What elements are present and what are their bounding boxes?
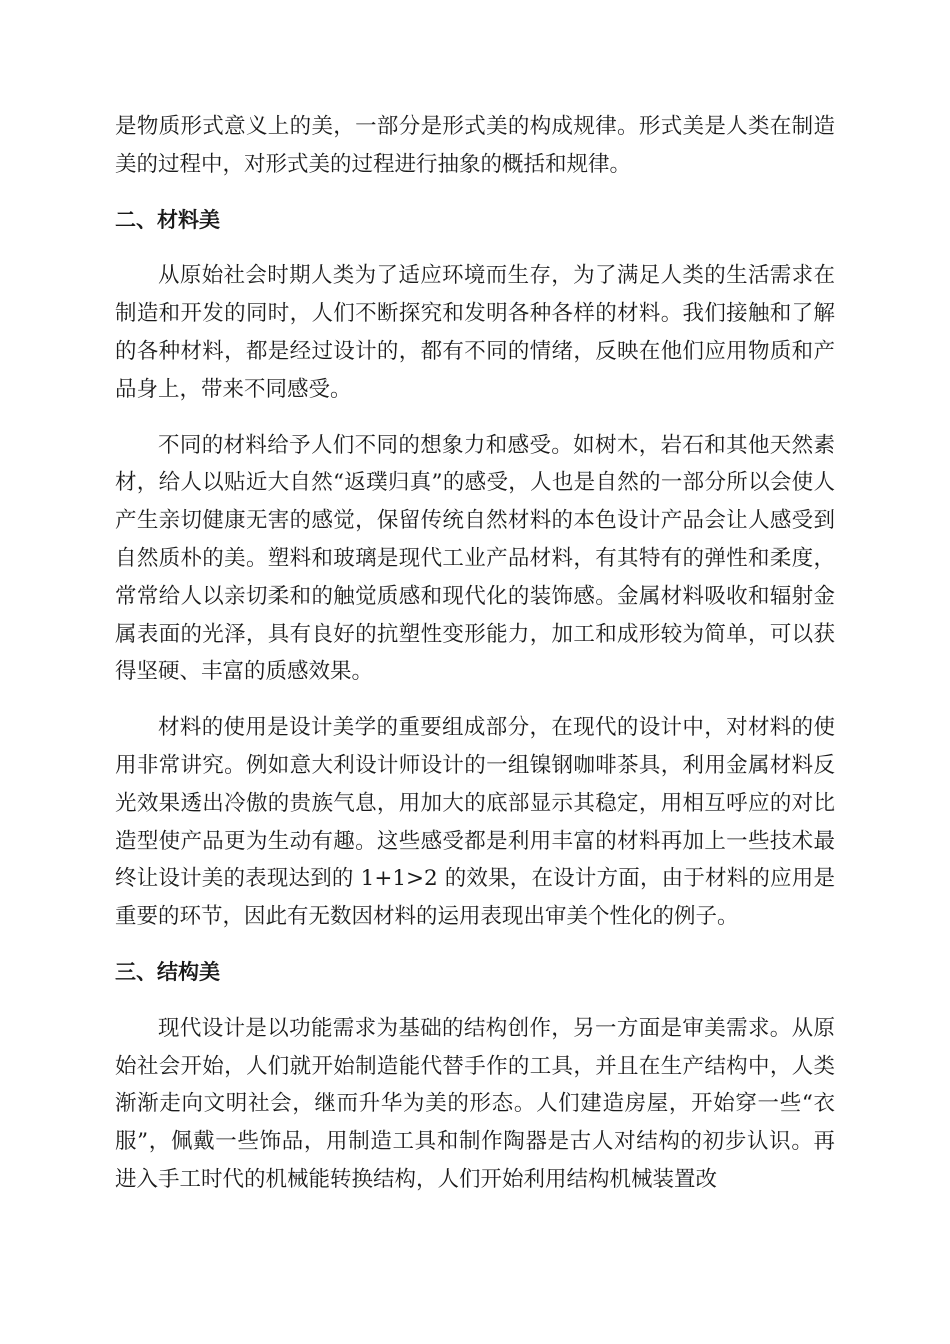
materials-paragraph-2: 不同的材料给予人们不同的想象力和感受。如树木，岩石和其他天然素材，给人以贴近大自然“返璞归真”的感受，人也是自然的一部分所以会使人产生亲切健康无害的感觉，保留传统自然材料的本色设计产品会让人感受到自然质朴的美。塑料和玻璃是现代工业产品材料，有其特有的弹性和柔度，常常给人以亲切柔和的触觉质感和现代化的装饰感。金属材料吸收和辐射金属表面的光泽，具有良好的抗塑性变形能力，加工和成形较为简单，可以获得坚硬、丰富的质感效果。 [115, 432, 835, 685]
intro-continued-paragraph: 是物质形式意义上的美，一部分是形式美的构成规律。形式美是人类在制造美的过程中，对形式美的过程进行抽象的概括和规律。 [115, 114, 835, 177]
document-body [115, 108, 835, 1217]
section-heading-structure: 三、结构美 [115, 959, 220, 984]
structure-paragraph-1: 现代设计是以功能需求为基础的结构创作，另一方面是审美需求。从原始社会开始，人们就开始制造能代替手作的工具，并且在生产结构中，人类渐渐走向文明社会，继而升华为美的形态。人们建造房屋，开始穿一些“衣服”，佩戴一些饰品，用制造工具和制作陶器是古人对结构的初步认识。再进入手工时代的机械能转换结构，人们开始利用结构机械装置改 [115, 1015, 835, 1192]
materials-paragraph-3: 材料的使用是设计美学的重要组成部分，在现代的设计中，对材料的使用非常讲究。例如意大利设计师设计的一组镍钢咖啡茶具，利用金属材料反光效果透出冷傲的贵族气息，用加大的底部显示其稳定，用相互呼应的对比造型使产品更为生动有趣。这些感受都是利用丰富的材料再加上一些技术最终让设计美的表现达到的 1+1>2 的效果，在设计方面，由于材料的应用是重要的环节，因此有无数因材料的运用表现出审美个性化的例子。 [115, 715, 835, 930]
materials-paragraph-1: 从原始社会时期人类为了适应环境而生存，为了满足人类的生活需求在制造和开发的同时，人们不断探究和发明各种各样的材料。我们接触和了解的各种材料，都是经过设计的，都有不同的情绪，反映在他们应用物质和产品身上，带来不同感受。 [115, 263, 835, 402]
section-heading-materials: 二、材料美 [115, 207, 220, 232]
